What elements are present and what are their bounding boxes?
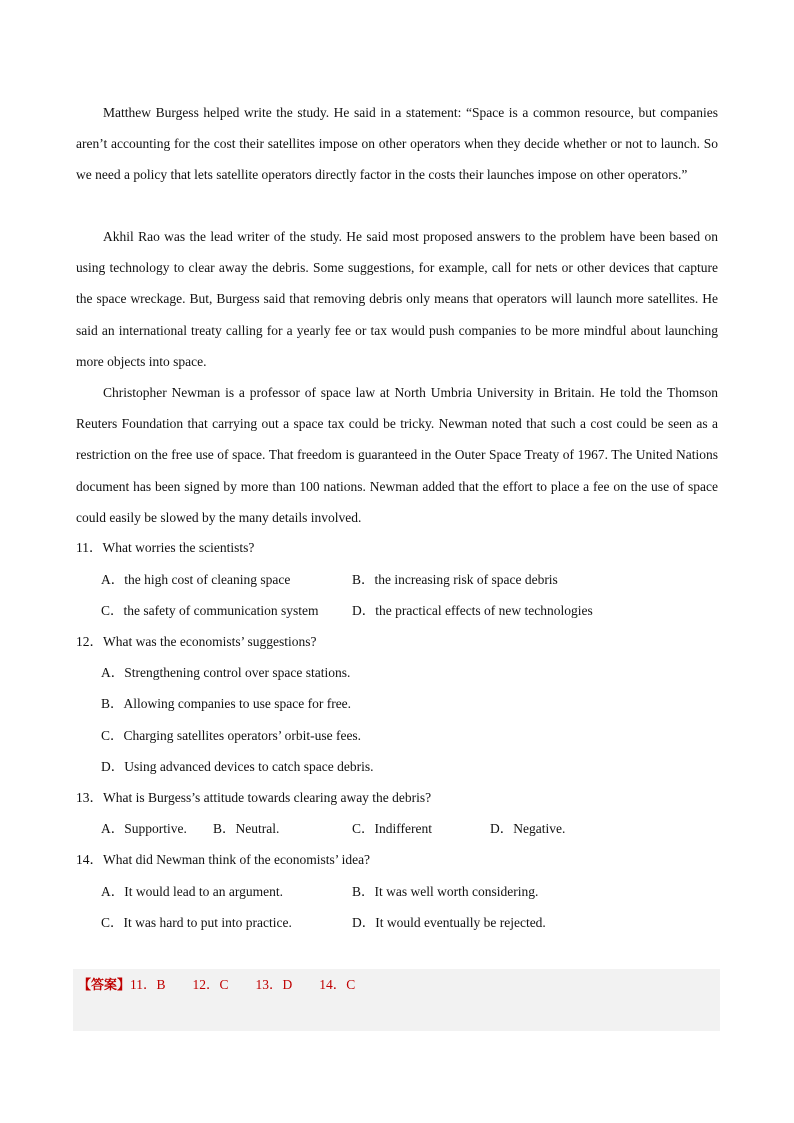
question-14-option-d: D．It would eventually be rejected. <box>352 915 546 930</box>
question-13-option-d: D．Negative. <box>490 821 566 836</box>
question-12-option-a: A．Strengthening control over space stations. <box>101 665 351 680</box>
passage-paragraph-2: Akhil Rao was the lead writer of the study. He said most proposed answers to the problem have been based on using technology to clear away the debris. Some suggestions, for example, call for nets or other devices that capture the space wreckage. But, Burgess said that removing debris only means that operators will launch more satellites. He said an international treaty calling for a yearly fee or tax would push companies to be more mindful about launching more objects into space. <box>76 229 718 369</box>
question-13-option-c: C．Indifferent <box>352 821 432 836</box>
answer-item: 14．C <box>319 977 356 992</box>
question-13-option-b: B．Neutral. <box>213 821 280 836</box>
question-11-option-c: C．the safety of communication system <box>101 603 319 618</box>
question-12-option-d: D．Using advanced devices to catch space debris. <box>101 759 374 774</box>
question-12-stem: 12．What was the economists’ suggestions? <box>76 634 317 649</box>
passage-paragraph-3: Christopher Newman is a professor of space law at North Umbria University in Britain. He told the Thomson Reuters Foundation that carrying out a space tax could be tricky. Newman noted that such a cost could be seen as a restriction on the free use of space. That freedom is guaranteed in the Outer Space Treaty of 1967. The United Nations document has been signed by more than 100 nations. Newman added that the effort to place a fee on the use of space could easily be slowed by the many details involved. <box>76 385 718 525</box>
question-14-stem: 14．What did Newman think of the economists’ idea? <box>76 852 371 867</box>
question-11-option-b: B．the increasing risk of space debris <box>352 572 558 587</box>
question-11-option-d: D．the practical effects of new technologies <box>352 603 593 618</box>
question-14-option-a: A．It would lead to an argument. <box>101 884 283 899</box>
question-14-option-c: C．It was hard to put into practice. <box>101 915 292 930</box>
question-11-option-a: A．the high cost of cleaning space <box>101 572 291 587</box>
passage-paragraph-1: Matthew Burgess helped write the study. He said in a statement: “Space is a common resource, but companies aren’t accounting for the cost their satellites impose on other operators when they decide whether or not to launch. So we need a policy that lets satellite operators directly factor in the costs their launches impose on other operators.” <box>76 105 718 183</box>
answer-item: 12．C <box>192 977 229 992</box>
question-13-option-a: A．Supportive. <box>101 821 187 836</box>
question-12-option-c: C．Charging satellites operators’ orbit-use fees. <box>101 728 362 743</box>
question-12-option-b: B．Allowing companies to use space for free. <box>101 696 352 711</box>
answer-item: 13．D <box>255 977 293 992</box>
question-13-stem: 13．What is Burgess’s attitude towards clearing away the debris? <box>76 790 432 805</box>
question-11-stem: 11．What worries the scientists? <box>76 540 255 555</box>
answer-tag: 【答案】 <box>78 978 131 993</box>
question-14-option-b: B．It was well worth considering. <box>352 884 539 899</box>
answer-item: 11．B <box>130 977 166 992</box>
answer-line <box>78 975 382 996</box>
answer-box <box>73 969 720 1031</box>
